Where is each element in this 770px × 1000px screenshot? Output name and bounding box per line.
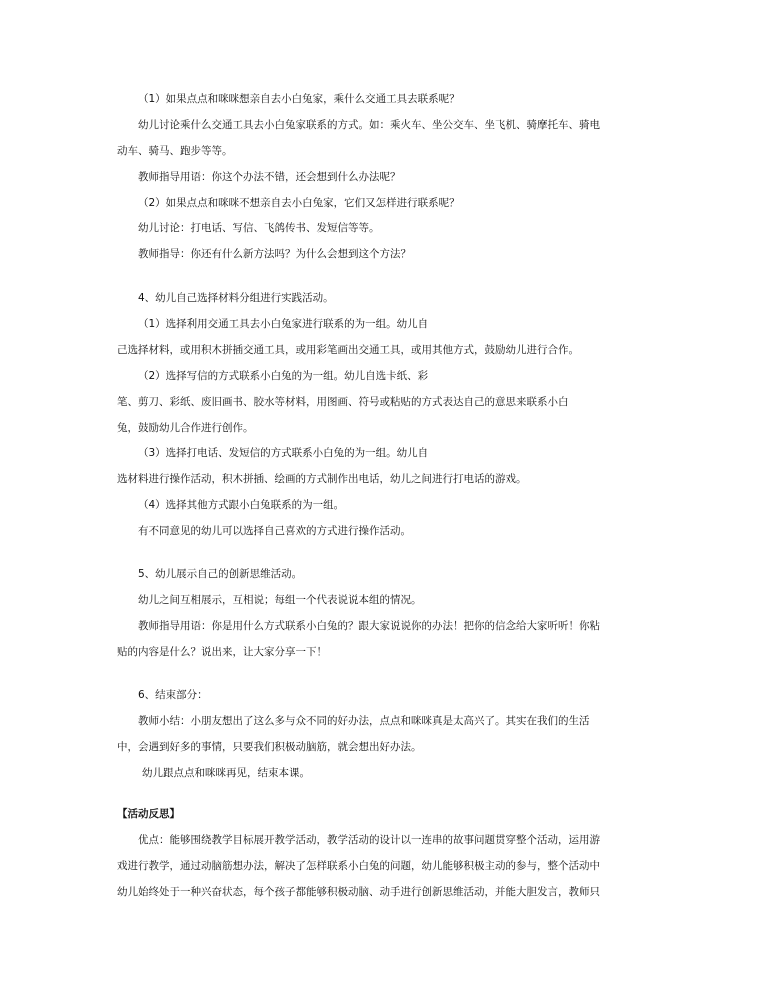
paragraph-line: （2）如果点点和咪咪不想亲自去小白兔家，它们又怎样进行联系呢？ — [138, 197, 460, 209]
paragraph-line: 幼儿讨论：打电话、写信、飞鸽传书、发短信等等。 — [138, 222, 380, 234]
paragraph-line: 教师小结：小朋友想出了这么多与众不同的好办法，点点和咪咪真是太高兴了。其实在我们的生活 — [138, 715, 590, 727]
paragraph-line: 教师指导：你还有什么新方法吗？为什么会想到这个方法？ — [138, 248, 411, 260]
paragraph-line: 有不同意见的幼儿可以选择自己喜欢的方式进行操作活动。 — [138, 525, 411, 537]
paragraph-line: 幼儿跟点点和咪咪再见，结束本课。 — [142, 767, 310, 779]
paragraph-line: 选材料进行操作活动，积木拼插、绘画的方式制作出电话，幼儿之间进行打电话的游戏。 — [117, 473, 527, 485]
section-heading: 5、幼儿展示自己的创新思维活动。 — [138, 568, 303, 580]
paragraph-line: （3）选择打电话、发短信的方式联系小白兔的为一组。幼儿自 — [138, 447, 429, 459]
paragraph-line: （1）如果点点和咪咪想亲自去小白兔家，乘什么交通工具去联系呢？ — [138, 93, 460, 105]
paragraph-line: 教师指导用语：你是用什么方式联系小白兔的？跟大家说说你的办法！把你的信念给大家听听！你粘 — [138, 620, 600, 632]
paragraph-line: （4）选择其他方式跟小白兔联系的为一组。 — [138, 499, 345, 511]
section-heading: 6、结束部分： — [138, 689, 208, 701]
paragraph-line: 幼儿之间互相展示，互相说；每组一个代表说说本组的情况。 — [138, 594, 422, 606]
paragraph-line: （2）选择写信的方式联系小白兔的为一组。幼儿自选卡纸、彩 — [138, 370, 429, 382]
paragraph-line: 动车、骑马、跑步等等。 — [117, 145, 233, 157]
paragraph-line: 己选择材料，或用积木拼插交通工具，或用彩笔画出交通工具，或用其他方式，鼓励幼儿进行合作。 — [117, 344, 579, 356]
paragraph-line: 教师指导用语：你这个办法不错，还会想到什么办法呢？ — [138, 171, 401, 183]
paragraph-line: 幼儿讨论乘什么交通工具去小白兔家联系的方式。如：乘火车、坐公交车、坐飞机、骑摩托车、骑电 — [138, 119, 600, 131]
reflection-heading: 【活动反思】 — [117, 808, 180, 820]
section-heading: 4、幼儿自己选择材料分组进行实践活动。 — [138, 292, 334, 304]
paragraph-line: 中，会遇到好多的事情，只要我们积极动脑筋，就会想出好办法。 — [117, 741, 422, 753]
paragraph-line: 笔、剪刀、彩纸、废旧画书、胶水等材料，用图画、符号或粘贴的方式表达自己的意思来联系小白 — [117, 396, 569, 408]
paragraph-line: 兔，鼓励幼儿合作进行创作。 — [117, 422, 254, 434]
paragraph-line: （1）选择利用交通工具去小白兔家进行联系的为一组。幼儿自 — [138, 318, 429, 330]
paragraph-line: 戏进行教学，通过动脑筋想办法，解决了怎样联系小白兔的问题，幼儿能够积极主动的参与，整个活动中 — [117, 860, 600, 872]
paragraph-line: 贴的内容是什么？说出来，让大家分享一下！ — [117, 646, 327, 658]
paragraph-line: 幼儿始终处于一种兴奋状态，每个孩子都能够积极动脑、动手进行创新思维活动，并能大胆发言，教师只 — [117, 886, 600, 898]
paragraph-line: 优点：能够围绕教学目标展开教学活动，教学活动的设计以一连串的故事问题贯穿整个活动，运用游 — [138, 834, 600, 846]
